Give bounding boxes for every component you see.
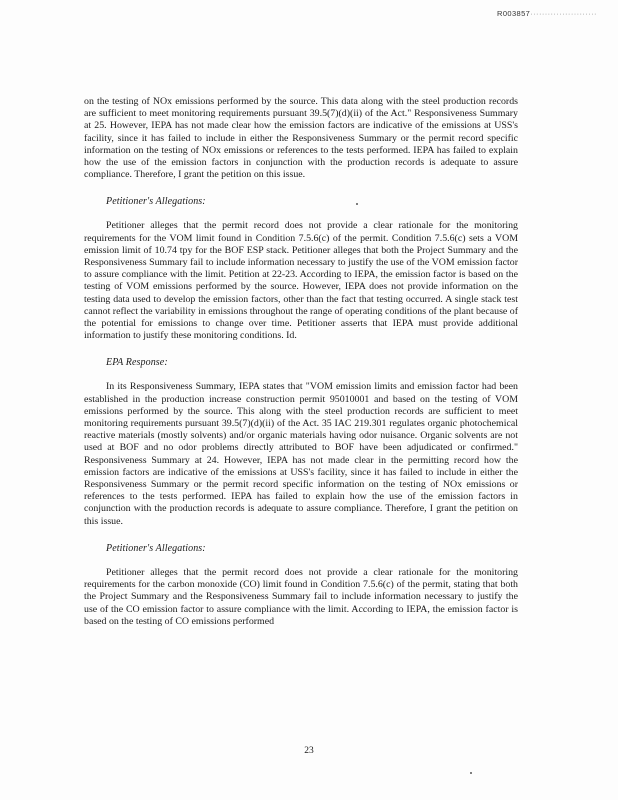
- scan-speck: [470, 772, 472, 774]
- heading-epa-response-vom: EPA Response:: [106, 357, 168, 369]
- document-body: [84, 96, 518, 628]
- bates-number: R003857: [497, 9, 531, 18]
- paragraph-nox-conclusion: on the testing of NOx emissions performed by the source. This data along with the steel production records are sufficient to meet monitoring requirements pursuant 39.5(7)(d)(ii) of the Act." Responsiveness Summary at 25. However, IEPA has not made clear how the emission factors are indicative of the emissions at USS's facility, since it has failed to include in either the Responsiveness Summary or the permit record specific information on the testing of NOx emissions or references to the tests performed. IEPA has failed to explain how the use of the emission factors in conjunction with the production records is adequate to assure compliance. Therefore, I grant the petition on this issue.: [84, 96, 518, 181]
- paragraph-co-allegation: Petitioner alleges that the permit record does not provide a clear rationale for the monitoring requirements for the carbon monoxide (CO) limit found in Condition 7.5.6(c) of the permit, stating that both the Project Summary and the Responsiveness Summary fail to include information necessary to justify the use of the CO emission factor to assure compliance with the limit. According to IEPA, the emission factor is based on the testing of CO emissions performed: [84, 566, 518, 627]
- paragraph-vom-response: In its Responsiveness Summary, IEPA states that "VOM emission limits and emission factor had been established in the production increase construction permit 95010001 and based on the testing of VOM emissions performed by the source. This along with the steel production records are sufficient to meet monitoring requirements pursuant 39.5(7)(d)(ii) of the Act. 35 IAC 219.301 regulates organic photochemical reactive materials (mostly solvents) and/or organic materials having odor nuisance. Organic solvents are not used at BOF and no odor problems directly attributed to BOF have been adjudicated or confirmed." Responsiveness Summary at 24. However, IEPA has not made clear in the permitting record how the emission factors are indicative of the emissions at USS's facility, since it has failed to include in either the Responsiveness Summary or the permit record specific information on the testing of NOx emissions or references to the tests performed. IEPA has failed to explain how the use of the emission factors in conjunction with the production records is adequate to assure compliance. Therefore, I grant the petition on this issue.: [84, 381, 518, 527]
- bates-stamp: [497, 9, 615, 18]
- heading-petitioner-allegations-vom: Petitioner's Allegations:: [106, 196, 206, 208]
- scan-speck: [356, 203, 358, 205]
- page-number: 23: [304, 746, 314, 756]
- bates-dots: ·······················: [530, 9, 597, 18]
- heading-petitioner-allegations-co: Petitioner's Allegations:: [106, 542, 206, 554]
- paragraph-vom-allegation: Petitioner alleges that the permit record does not provide a clear rationale for the monitoring requirements for the VOM limit found in Condition 7.5.6(c) of the permit. Condition 7.5.6(c) sets a VOM emission limit of 10.74 tpy for the BOF ESP stack. Petitioner alleges that both the Project Summary and the Responsiveness Summary fail to include information necessary to justify the use of the VOM emission factor to assure compliance with the limit. Petition at 22-23. According to IEPA, the emission factor is based on the testing of VOM emissions performed by the source. However, IEPA does not provide information on the testing data used to develop the emission factors, other than the fact that testing occurred. A single stack test cannot reflect the variability in emissions throughout the range of operating conditions of the plant because of the potential for emissions to change over time. Petitioner asserts that IEPA must provide additional information to justify these monitoring conditions. Id.: [84, 220, 518, 342]
